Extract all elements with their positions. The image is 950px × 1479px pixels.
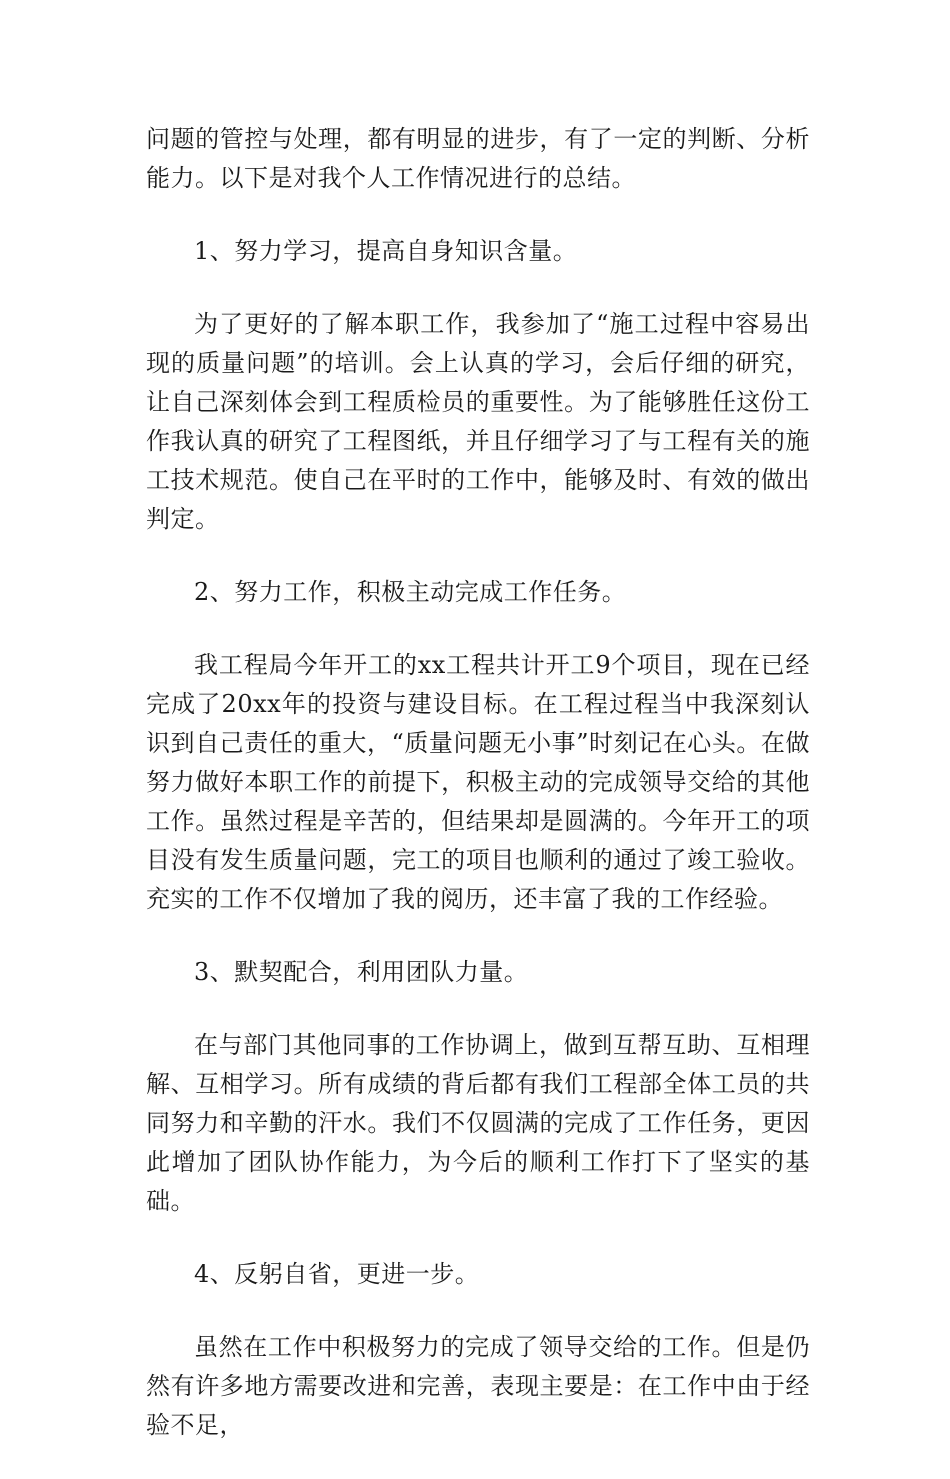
paragraph-section-1: 为了更好的了解本职工作，我参加了“施工过程中容易出现的质量问题”的培训。会上认真的学习，会后仔细的研究，让自己深刻体会到工程质检员的重要性。为了能够胜任这份工作我认真的研究了工程图纸，并且仔细学习了与工程有关的施工技术规范。使自己在平时的工作中，能够及时、有效的做出判定。 [146, 310, 810, 533]
section-heading-3: 3、默契配合，利用团队力量。 [194, 958, 529, 986]
paragraph-section-3: 在与部门其他同事的工作协调上，做到互帮互助、互相理解、互相学习。所有成绩的背后都有我们工程部全体工员的共同努力和辛勤的汗水。我们不仅圆满的完成了工作任务，更因此增加了团队协作能力，为今后的顺利工作打下了坚实的基础。 [146, 1031, 810, 1215]
section-heading-1: 1、努力学习，提高自身知识含量。 [194, 237, 578, 265]
paragraph-intro-continuation: 问题的管控与处理，都有明显的进步，有了一定的判断、分析能力。以下是对我个人工作情况进行的总结。 [146, 125, 810, 192]
paragraph-section-4: 虽然在工作中积极努力的完成了领导交给的工作。但是仍然有许多地方需要改进和完善，表现主要是：在工作中由于经验不足， [146, 1333, 810, 1439]
section-heading-2: 2、努力工作，积极主动完成工作任务。 [194, 578, 627, 606]
document-body [146, 120, 810, 1479]
section-heading-4: 4、反躬自省，更进一步。 [194, 1260, 480, 1288]
paragraph-section-2: 我工程局今年开工的xx工程共计开工9个项目，现在已经完成了20xx年的投资与建设目标。在工程过程当中我深刻认识到自己责任的重大，“质量问题无小事”时刻记在心头。在做努力做好本职工作的前提下，积极主动的完成领导交给的其他工作。虽然过程是辛苦的，但结果却是圆满的。今年开工的项目没有发生质量问题，完工的项目也顺利的通过了竣工验收。充实的工作不仅增加了我的阅历，还丰富了我的工作经验。 [146, 651, 810, 913]
